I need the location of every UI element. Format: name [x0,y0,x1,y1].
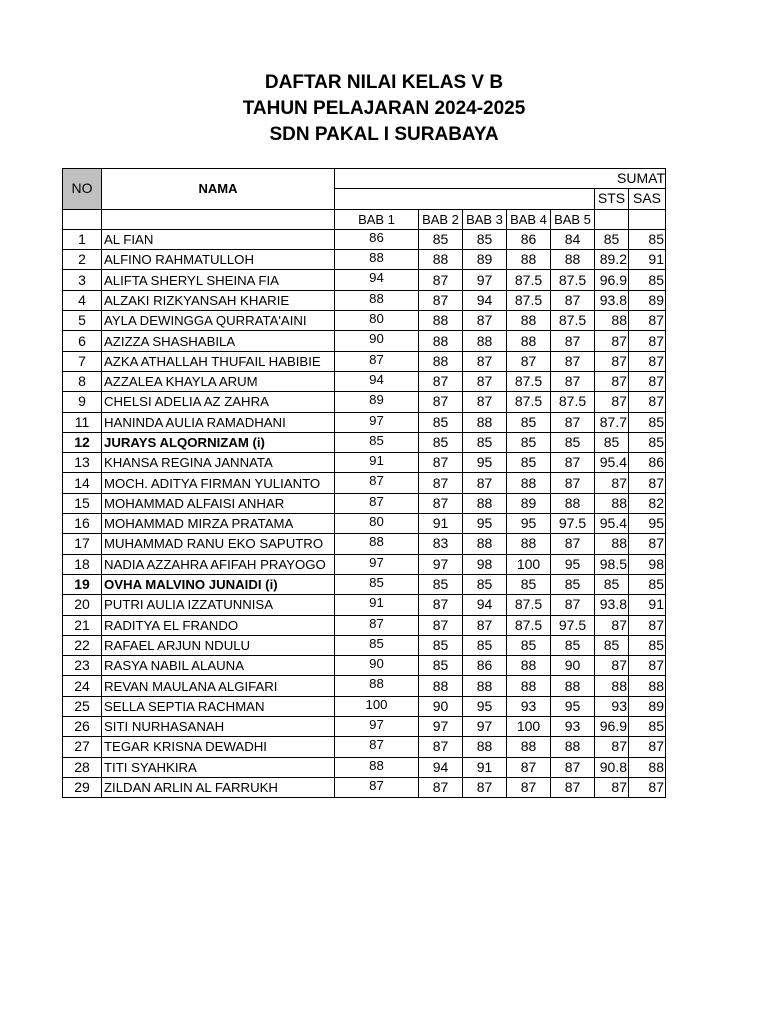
cell-bab-2: 85 [419,432,463,452]
cell-bab-5: 95 [551,696,595,716]
cell-bab-3: 88 [463,493,507,513]
cell-sas: 87 [629,371,666,391]
cell-bab-4: 87.5 [507,371,551,391]
cell-sts: 85 [595,635,629,655]
cell-sas: 91 [629,250,666,270]
cell-bab-2: 87 [419,392,463,412]
cell-no: 22 [63,635,102,655]
cell-sts: 87 [595,371,629,391]
cell-name: ZILDAN ARLIN AL FARRUKH [102,777,335,797]
cell-bab-3: 85 [463,635,507,655]
cell-bab-2: 88 [419,311,463,331]
cell-bab-5: 88 [551,250,595,270]
cell-sas: 85 [629,635,666,655]
cell-name: MOHAMMAD ALFAISI ANHAR [102,493,335,513]
table-row [63,656,666,676]
cell-name: AZZALEA KHAYLA ARUM [102,371,335,391]
column-header-sumat: SUMAT [335,169,666,189]
cell-name: RADITYA EL FRANDO [102,615,335,635]
cell-name: AYLA DEWINGGA QURRATA'AINI [102,311,335,331]
cell-no: 26 [63,717,102,737]
cell-bab-4: 85 [507,412,551,432]
cell-name: PUTRI AULIA IZZATUNNISA [102,595,335,615]
cell-name: SELLA SEPTIA RACHMAN [102,696,335,716]
column-header-bab-3: BAB 3 [463,209,507,229]
cell-sas: 85 [629,270,666,290]
cell-sts: 93.8 [595,595,629,615]
table-row [63,737,666,757]
cell-bab-2: 87 [419,473,463,493]
column-header-no: NO [63,169,102,210]
table-row [63,250,666,270]
document-title-line-3: SDN PAKAL I SURABAYA [269,124,499,145]
table-row [63,351,666,371]
column-header-sts: STS [595,189,629,209]
cell-sts: 85 [595,574,629,594]
cell-sas: 87 [629,351,666,371]
cell-bab-5: 85 [551,574,595,594]
cell-bab-1: 87 [335,777,419,797]
cell-sas: 86 [629,453,666,473]
cell-bab-1: 94 [335,371,419,391]
table-row [63,615,666,635]
cell-no: 17 [63,534,102,554]
column-header-bab-4: BAB 4 [507,209,551,229]
cell-bab-4: 85 [507,453,551,473]
cell-no: 11 [63,412,102,432]
cell-sts: 96.9 [595,717,629,737]
cell-bab-5: 87.5 [551,311,595,331]
cell-sas: 87 [629,737,666,757]
cell-bab-1: 88 [335,290,419,310]
cell-sas: 87 [629,473,666,493]
cell-bab-5: 93 [551,717,595,737]
table-row [63,595,666,615]
cell-bab-2: 90 [419,696,463,716]
header-blank-cell [335,189,595,209]
cell-no: 29 [63,777,102,797]
cell-bab-2: 87 [419,371,463,391]
cell-bab-3: 87 [463,351,507,371]
cell-no: 6 [63,331,102,351]
cell-no: 7 [63,351,102,371]
cell-bab-5: 87 [551,453,595,473]
cell-bab-5: 87 [551,290,595,310]
table-row [63,534,666,554]
cell-bab-3: 98 [463,554,507,574]
cell-bab-2: 85 [419,574,463,594]
cell-bab-4: 87 [507,351,551,371]
cell-bab-4: 85 [507,635,551,655]
cell-no: 5 [63,311,102,331]
cell-sts: 95.4 [595,453,629,473]
cell-name: ALZAKI RIZKYANSAH KHARIE [102,290,335,310]
cell-sts: 95.4 [595,514,629,534]
cell-no: 21 [63,615,102,635]
column-header-bab-2: BAB 2 [419,209,463,229]
cell-name: TITI SYAHKIRA [102,757,335,777]
cell-bab-4: 86 [507,229,551,249]
cell-no: 25 [63,696,102,716]
cell-sas: 87 [629,777,666,797]
header-blank-cell [102,209,335,229]
cell-bab-3: 87 [463,777,507,797]
cell-name: SITI NURHASANAH [102,717,335,737]
cell-sts: 93.8 [595,290,629,310]
cell-sas: 85 [629,432,666,452]
table-row [63,229,666,249]
cell-sas: 88 [629,676,666,696]
cell-sas: 87 [629,534,666,554]
cell-bab-5: 87.5 [551,392,595,412]
cell-bab-5: 85 [551,635,595,655]
cell-name: TEGAR KRISNA DEWADHI [102,737,335,757]
cell-bab-4: 88 [507,250,551,270]
cell-bab-3: 94 [463,290,507,310]
cell-sas: 95 [629,514,666,534]
cell-bab-2: 87 [419,270,463,290]
cell-bab-5: 87 [551,534,595,554]
cell-no: 23 [63,656,102,676]
cell-bab-2: 85 [419,412,463,432]
cell-bab-5: 95 [551,554,595,574]
cell-sts: 87 [595,656,629,676]
cell-bab-1: 97 [335,717,419,737]
cell-name: AZIZZA SHASHABILA [102,331,335,351]
cell-bab-1: 85 [335,432,419,452]
cell-sts: 93 [595,696,629,716]
table-row [63,514,666,534]
cell-name: MOHAMMAD MIRZA PRATAMA [102,514,335,534]
column-header-sas: SAS [629,189,666,209]
cell-bab-5: 88 [551,676,595,696]
cell-sts: 87 [595,615,629,635]
cell-name: MUHAMMAD RANU EKO SAPUTRO [102,534,335,554]
cell-bab-3: 85 [463,229,507,249]
header-blank-cell [63,209,102,229]
cell-bab-5: 84 [551,229,595,249]
cell-sas: 85 [629,574,666,594]
table-row [63,717,666,737]
cell-no: 4 [63,290,102,310]
cell-no: 15 [63,493,102,513]
cell-bab-5: 87 [551,473,595,493]
cell-bab-3: 87 [463,473,507,493]
cell-sas: 91 [629,595,666,615]
table-row [63,392,666,412]
cell-bab-2: 94 [419,757,463,777]
table-row [63,432,666,452]
cell-sts: 88 [595,534,629,554]
cell-sas: 87 [629,656,666,676]
cell-bab-3: 86 [463,656,507,676]
cell-bab-2: 91 [419,514,463,534]
cell-bab-4: 87.5 [507,615,551,635]
cell-no: 28 [63,757,102,777]
cell-bab-2: 88 [419,676,463,696]
column-header-nama: NAMA [102,169,335,210]
cell-bab-3: 88 [463,412,507,432]
cell-sas: 85 [629,717,666,737]
cell-name: OVHA MALVINO JUNAIDI (i) [102,574,335,594]
cell-bab-2: 88 [419,250,463,270]
cell-no: 16 [63,514,102,534]
cell-sas: 88 [629,757,666,777]
cell-bab-3: 87 [463,371,507,391]
cell-sas: 85 [629,412,666,432]
cell-sas: 82 [629,493,666,513]
cell-bab-1: 88 [335,676,419,696]
table-row [63,331,666,351]
cell-bab-3: 88 [463,331,507,351]
cell-no: 18 [63,554,102,574]
cell-bab-3: 87 [463,392,507,412]
cell-no: 14 [63,473,102,493]
cell-bab-5: 97.5 [551,514,595,534]
cell-sts: 87 [595,473,629,493]
cell-bab-4: 87 [507,777,551,797]
cell-no: 24 [63,676,102,696]
cell-bab-1: 88 [335,757,419,777]
cell-bab-4: 88 [507,473,551,493]
header-blank-cell [595,209,629,229]
cell-sts: 96.9 [595,270,629,290]
cell-name: RAFAEL ARJUN NDULU [102,635,335,655]
header-blank-cell [629,209,666,229]
cell-sts: 89.2 [595,250,629,270]
cell-bab-1: 87 [335,351,419,371]
cell-bab-1: 87 [335,473,419,493]
cell-bab-5: 87 [551,595,595,615]
cell-name: KHANSA REGINA JANNATA [102,453,335,473]
table-row [63,757,666,777]
cell-name: ALIFTA SHERYL SHEINA FIA [102,270,335,290]
cell-bab-4: 89 [507,493,551,513]
cell-bab-1: 90 [335,656,419,676]
table-row [63,554,666,574]
cell-sas: 89 [629,290,666,310]
cell-bab-5: 88 [551,737,595,757]
cell-sts: 88 [595,311,629,331]
cell-bab-3: 85 [463,574,507,594]
cell-bab-4: 93 [507,696,551,716]
cell-name: AZKA ATHALLAH THUFAIL HABIBIE [102,351,335,371]
cell-bab-1: 91 [335,453,419,473]
cell-name: REVAN MAULANA ALGIFARI [102,676,335,696]
cell-bab-1: 85 [335,635,419,655]
cell-sas: 87 [629,392,666,412]
cell-bab-4: 87.5 [507,392,551,412]
table-row [63,412,666,432]
cell-bab-2: 87 [419,737,463,757]
cell-bab-1: 90 [335,331,419,351]
cell-bab-5: 88 [551,493,595,513]
cell-sts: 88 [595,676,629,696]
table-row [63,493,666,513]
cell-bab-2: 88 [419,331,463,351]
cell-bab-4: 88 [507,534,551,554]
table-row [63,676,666,696]
cell-bab-3: 87 [463,615,507,635]
cell-bab-5: 87 [551,371,595,391]
cell-bab-2: 87 [419,777,463,797]
cell-no: 1 [63,229,102,249]
cell-sas: 89 [629,696,666,716]
cell-no: 19 [63,574,102,594]
cell-bab-5: 87 [551,412,595,432]
cell-sas: 87 [629,331,666,351]
cell-sts: 87 [595,331,629,351]
cell-name: JURAYS ALQORNIZAM (i) [102,432,335,452]
cell-bab-1: 87 [335,737,419,757]
cell-bab-1: 87 [335,493,419,513]
cell-bab-2: 97 [419,554,463,574]
grades-table [62,168,666,798]
cell-bab-4: 85 [507,574,551,594]
cell-bab-4: 88 [507,311,551,331]
cell-name: HANINDA AULIA RAMADHANI [102,412,335,432]
document-title-line-1: DAFTAR NILAI KELAS V B [264,72,504,93]
cell-sts: 88 [595,493,629,513]
cell-bab-3: 87 [463,311,507,331]
cell-bab-5: 87 [551,331,595,351]
table-row [63,777,666,797]
cell-bab-1: 80 [335,311,419,331]
cell-bab-1: 85 [335,574,419,594]
cell-bab-3: 88 [463,676,507,696]
cell-name: ALFINO RAHMATULLOH [102,250,335,270]
table-row [63,696,666,716]
cell-bab-4: 87.5 [507,595,551,615]
cell-bab-2: 88 [419,351,463,371]
cell-bab-5: 85 [551,432,595,452]
cell-bab-1: 97 [335,412,419,432]
cell-bab-4: 100 [507,554,551,574]
cell-bab-1: 86 [335,229,419,249]
cell-bab-3: 88 [463,534,507,554]
table-row [63,290,666,310]
cell-bab-3: 97 [463,270,507,290]
cell-no: 2 [63,250,102,270]
table-row [63,453,666,473]
cell-sts: 87 [595,737,629,757]
cell-bab-1: 91 [335,595,419,615]
cell-bab-5: 87 [551,757,595,777]
cell-no: 3 [63,270,102,290]
cell-bab-2: 97 [419,717,463,737]
cell-bab-1: 94 [335,270,419,290]
cell-bab-4: 88 [507,656,551,676]
cell-bab-5: 87 [551,777,595,797]
cell-bab-3: 85 [463,432,507,452]
table-row [63,635,666,655]
cell-sts: 87 [595,392,629,412]
cell-no: 27 [63,737,102,757]
table-row [63,371,666,391]
cell-bab-1: 88 [335,250,419,270]
cell-bab-4: 85 [507,432,551,452]
cell-bab-2: 87 [419,615,463,635]
cell-bab-2: 85 [419,635,463,655]
cell-sas: 87 [629,615,666,635]
cell-no: 20 [63,595,102,615]
cell-sts: 85 [595,229,629,249]
cell-no: 8 [63,371,102,391]
column-header-bab-5: BAB 5 [551,209,595,229]
cell-bab-4: 88 [507,331,551,351]
cell-sts: 87 [595,777,629,797]
cell-bab-4: 87.5 [507,290,551,310]
cell-name: RASYA NABIL ALAUNA [102,656,335,676]
cell-name: MOCH. ADITYA FIRMAN YULIANTO [102,473,335,493]
cell-no: 13 [63,453,102,473]
cell-sts: 90.8 [595,757,629,777]
cell-bab-3: 94 [463,595,507,615]
cell-no: 9 [63,392,102,412]
cell-bab-3: 88 [463,737,507,757]
cell-bab-4: 88 [507,737,551,757]
cell-bab-4: 87 [507,757,551,777]
cell-bab-2: 85 [419,656,463,676]
cell-bab-1: 100 [335,696,419,716]
cell-sts: 98.5 [595,554,629,574]
cell-name: CHELSI ADELIA AZ ZAHRA [102,392,335,412]
cell-sas: 85 [629,229,666,249]
cell-bab-2: 85 [419,229,463,249]
cell-bab-2: 87 [419,493,463,513]
cell-bab-2: 87 [419,290,463,310]
cell-bab-1: 89 [335,392,419,412]
cell-bab-2: 87 [419,595,463,615]
cell-bab-5: 87.5 [551,270,595,290]
column-header-bab-1: BAB 1 [335,209,419,229]
cell-bab-1: 97 [335,554,419,574]
cell-bab-5: 87 [551,351,595,371]
cell-sts: 85 [595,432,629,452]
cell-bab-3: 95 [463,453,507,473]
table-row [63,311,666,331]
cell-bab-5: 97.5 [551,615,595,635]
cell-bab-3: 95 [463,696,507,716]
cell-name: AL FIAN [102,229,335,249]
cell-bab-1: 88 [335,534,419,554]
cell-bab-1: 80 [335,514,419,534]
cell-sts: 87 [595,351,629,371]
table-row [63,270,666,290]
table-row [63,473,666,493]
cell-no: 12 [63,432,102,452]
cell-sts: 87.7 [595,412,629,432]
cell-bab-4: 88 [507,676,551,696]
cell-bab-4: 95 [507,514,551,534]
cell-bab-5: 90 [551,656,595,676]
cell-bab-4: 87.5 [507,270,551,290]
cell-name: NADIA AZZAHRA AFIFAH PRAYOGO [102,554,335,574]
cell-bab-2: 83 [419,534,463,554]
cell-bab-2: 87 [419,453,463,473]
cell-bab-1: 87 [335,615,419,635]
cell-bab-3: 89 [463,250,507,270]
document-title-line-2: TAHUN PELAJARAN 2024-2025 [242,98,526,119]
cell-bab-3: 95 [463,514,507,534]
cell-bab-3: 91 [463,757,507,777]
cell-bab-3: 97 [463,717,507,737]
cell-sas: 87 [629,311,666,331]
cell-bab-4: 100 [507,717,551,737]
cell-sas: 98 [629,554,666,574]
table-row [63,574,666,594]
